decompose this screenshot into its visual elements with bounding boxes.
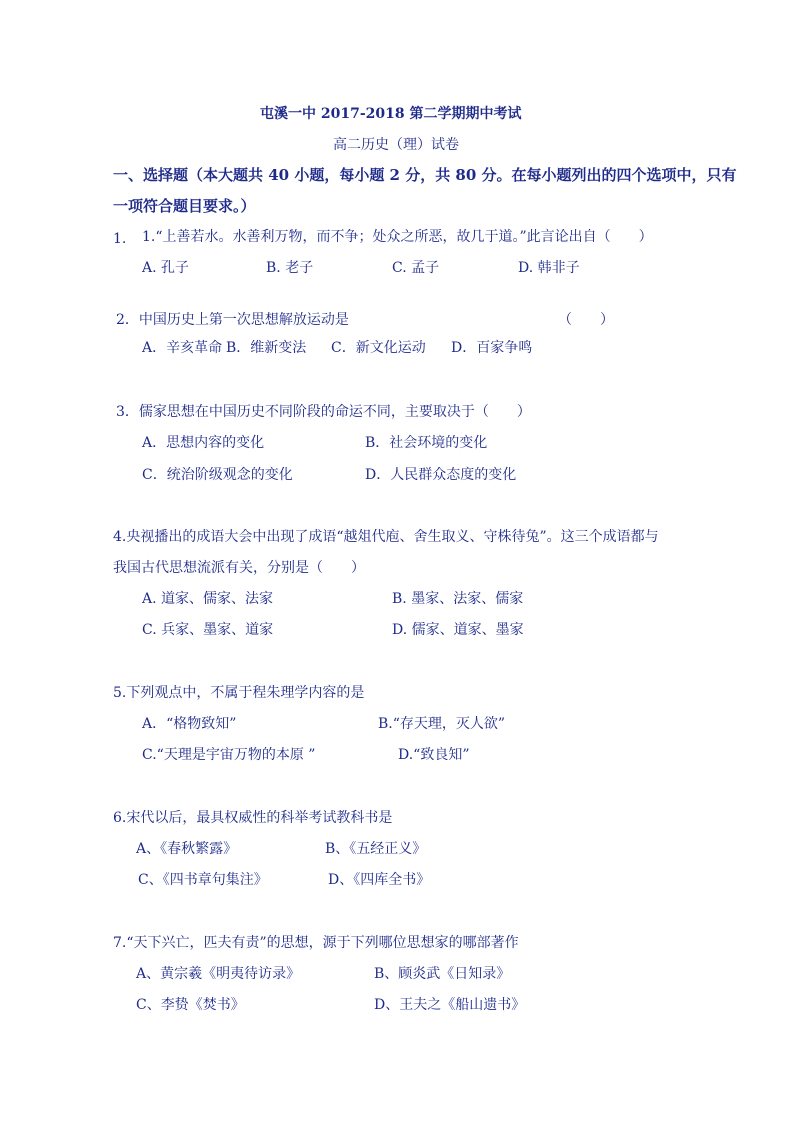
q3-option-d: D．人民群众态度的变化	[365, 467, 517, 483]
q1-number: 1.	[113, 231, 127, 247]
q6-stem: 6.宋代以后，最具权威性的科举考试教科书是	[113, 810, 393, 826]
q2-answer-paren: （ ）	[558, 312, 614, 328]
q7-option-c: C、李贽《焚书》	[136, 997, 245, 1013]
q4-stem-line2: 我国古代思想流派有关，分别是（ ）	[113, 560, 365, 576]
section-heading-line1: 一、选择题（本大题共 40 小题，每小题 2 分，共 80 分。在每小题列出的四个选项中，只有	[113, 166, 737, 184]
q3-stem: 3．儒家思想在中国历史不同阶段的命运不同，主要取决于（ ）	[116, 404, 531, 420]
q6-option-d: D、《四库全书》	[328, 872, 431, 888]
q1-option-b: B. 老子	[266, 260, 314, 276]
q2-stem: 2．中国历史上第一次思想解放运动是	[116, 312, 349, 328]
q1-stem: 1.“上善若水。水善利万物，而不争；处众之所恶，故几于道。”此言论出自（ ）	[142, 229, 653, 245]
q5-option-b: B.“存天理，灭人欲”	[378, 716, 506, 732]
q1-option-d: D. 韩非子	[518, 260, 580, 276]
q7-option-a: A、黄宗羲《明夷待访录》	[136, 966, 301, 982]
q3-option-a: A．思想内容的变化	[142, 435, 265, 451]
q4-option-a: A. 道家、儒家、法家	[142, 591, 274, 607]
exam-title: 屯溪一中 2017-2018 第二学期期中考试	[260, 106, 522, 122]
q2-option-b: B．维新变法	[226, 340, 307, 356]
q6-option-c: C、《四书章句集注》	[138, 872, 268, 888]
q7-option-d: D、王夫之《船山遗书》	[374, 997, 526, 1013]
q2-option-d: D．百家争鸣	[451, 340, 533, 356]
q7-stem: 7.“天下兴亡，匹夫有责”的思想，源于下列哪位思想家的哪部著作	[113, 935, 519, 951]
q5-stem: 5.下列观点中，不属于程朱理学内容的是	[113, 685, 365, 701]
q2-option-c: C．新文化运动	[331, 340, 426, 356]
q5-option-a: A．“格物致知”	[142, 716, 237, 732]
exam-subtitle: 高二历史（理）试卷	[333, 137, 459, 153]
q4-option-d: D. 儒家、道家、墨家	[392, 622, 524, 638]
q7-option-b: B、顾炎武《日知录》	[374, 966, 511, 982]
q2-option-a: A．辛亥革命	[142, 340, 223, 356]
q3-option-b: B．社会环境的变化	[365, 435, 488, 451]
q5-option-c: C.“天理是宇宙万物的本原 ”	[142, 747, 316, 763]
q5-option-d: D.“致良知”	[398, 747, 470, 763]
q4-stem-line1: 4.央视播出的成语大会中出现了成语“越俎代庖、舍生取义、守株待兔”。这三个成语都与	[113, 529, 659, 545]
q6-option-a: A、《春秋繁露》	[136, 841, 238, 857]
q3-option-c: C．统治阶级观念的变化	[142, 467, 293, 483]
q4-option-c: C. 兵家、墨家、道家	[142, 622, 274, 638]
q4-option-b: B. 墨家、法家、儒家	[392, 591, 524, 607]
q1-option-a: A. 孔子	[142, 260, 190, 276]
section-heading-line2: 一项符合题目要求。）	[113, 197, 256, 215]
q1-option-c: C. 孟子	[392, 260, 440, 276]
q6-option-b: B、《五经正义》	[325, 841, 427, 857]
